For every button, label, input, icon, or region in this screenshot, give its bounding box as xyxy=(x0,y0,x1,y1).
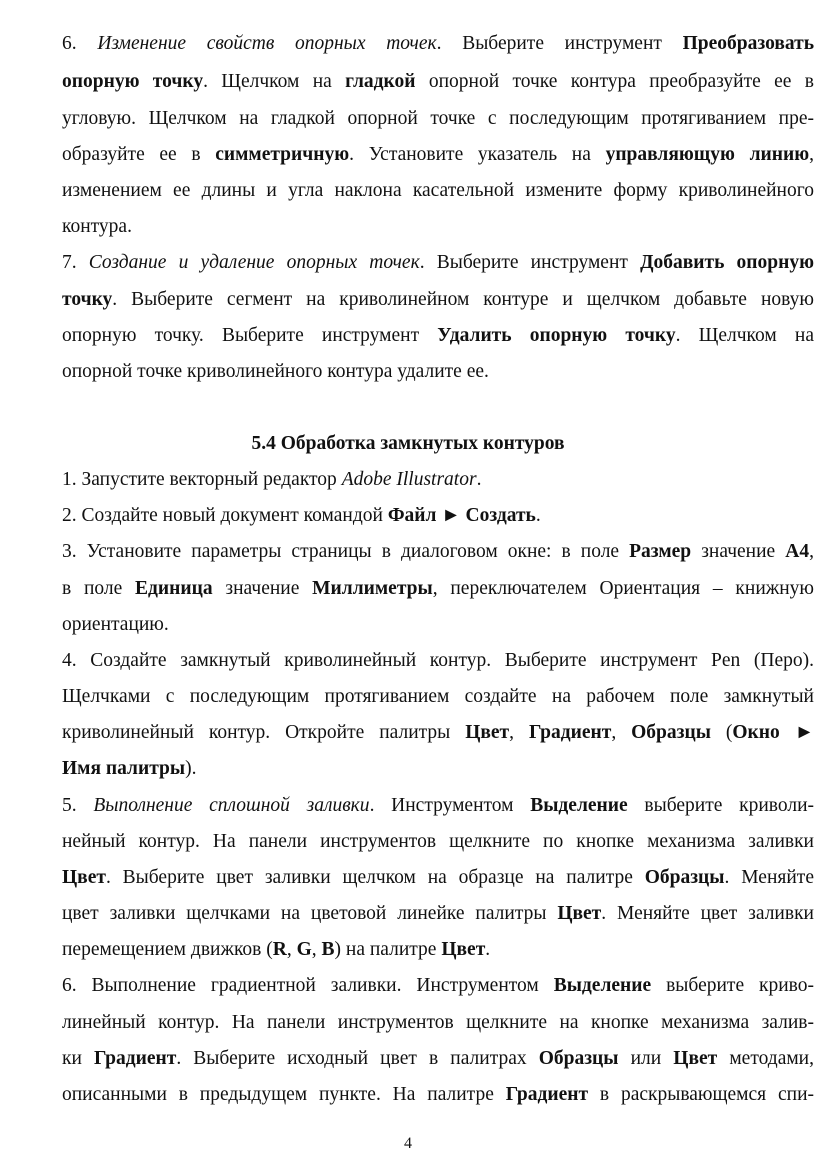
italic-term: Выполнение сплошной заливки xyxy=(93,795,370,816)
text-line xyxy=(62,577,814,601)
text-span: перемещением движков ( xyxy=(62,939,273,960)
bold-term: симметричную xyxy=(215,144,350,165)
text-span: , xyxy=(611,722,632,743)
bold-term: G xyxy=(296,939,312,960)
bold-term: Миллиметры xyxy=(312,578,433,599)
text-span: линейный контур. На панели инструментов щелкните на кнопке механизма залив- xyxy=(62,1012,814,1033)
bold-term: Цвет xyxy=(441,939,486,960)
italic-term: Создание и удаление опорных точек xyxy=(88,252,420,273)
bold-term: Имя палитры xyxy=(62,758,186,779)
text-span: , xyxy=(311,939,322,960)
text-span: выберите криволи- xyxy=(627,795,814,816)
text-span: описанными в предыдущем пункте. На палитре xyxy=(62,1084,506,1105)
text-span: . Меняйте цвет заливки xyxy=(601,903,814,924)
bold-term: Цвет xyxy=(465,722,510,743)
text-span: . xyxy=(535,505,541,526)
text-span: 2. Создайте новый документ командой xyxy=(62,505,388,526)
text-line xyxy=(62,540,814,564)
text-line xyxy=(62,974,814,998)
text-span: 6. xyxy=(62,33,98,54)
text-span: цвет заливки щелчками на цветовой линейке палитры xyxy=(62,903,558,924)
text-span: . Выберите исходный цвет в палитрах xyxy=(176,1048,539,1069)
bold-term: Удалить опорную точку xyxy=(437,325,676,346)
bold-term: Выделение xyxy=(530,795,628,816)
text-line xyxy=(62,1083,814,1107)
text-span: 6. Выполнение градиентной заливки. Инструментом xyxy=(62,975,554,996)
text-line xyxy=(62,107,814,131)
italic-term: Adobe Illustrator xyxy=(341,469,477,490)
text-span: образуйте ее в xyxy=(62,144,216,165)
bold-term: Добавить опорную xyxy=(640,252,814,273)
text-span: Щелчками с последующим протягиванием создайте на рабочем поле замкнутый xyxy=(62,686,814,707)
text-span: . xyxy=(476,469,482,490)
text-span: . xyxy=(485,939,491,960)
text-span: криволинейный контур. Откройте палитры xyxy=(62,722,466,743)
text-span: значение xyxy=(691,541,786,562)
text-span: методами, xyxy=(717,1048,814,1069)
text-span: нейный контур. На панели инструментов щелкните по кнопке механизма заливки xyxy=(62,831,814,852)
text-line xyxy=(62,215,814,239)
bold-term: Цвет xyxy=(557,903,602,924)
text-span: 4. Создайте замкнутый криволинейный контур. Выберите инструмент Pen (Перо). xyxy=(62,650,814,671)
text-span: 7. xyxy=(62,252,89,273)
text-span: ) на палитре xyxy=(334,939,442,960)
text-line xyxy=(62,938,814,962)
text-span: в поле xyxy=(62,578,136,599)
text-line xyxy=(62,360,814,384)
text-span: 3. Установите параметры страницы в диалоговом окне: в поле xyxy=(62,541,630,562)
text-span: угловую. Щелчком на гладкой опорной точке с последующим протягиванием пре- xyxy=(62,108,814,129)
bold-term: Градиент xyxy=(505,1084,589,1105)
text-span: опорной точке контура преобразуйте ее в xyxy=(415,71,814,92)
text-span: . Щелчком на xyxy=(675,325,814,346)
text-line xyxy=(62,504,814,528)
text-span: . Выберите инструмент xyxy=(419,252,641,273)
text-line xyxy=(62,468,814,492)
text-line xyxy=(62,721,814,745)
text-span: . Установите указатель на xyxy=(349,144,606,165)
text-span: опорной точке криволинейного контура удалите ее. xyxy=(62,361,489,382)
text-line xyxy=(62,685,814,709)
text-span: контура. xyxy=(62,216,132,237)
text-line xyxy=(62,794,814,818)
bold-term: Единица xyxy=(135,578,213,599)
text-line xyxy=(62,70,814,94)
text-span: выберите криво- xyxy=(651,975,814,996)
text-line xyxy=(62,1047,814,1071)
text-span: ориентацию. xyxy=(62,614,169,635)
text-span: 1. Запустите векторный редактор xyxy=(62,469,342,490)
bold-term: 5.4 Обработка замкнутых контуров xyxy=(251,433,565,454)
italic-term: Изменение свойств опорных точек xyxy=(97,33,437,54)
text-span: . Щелчком на xyxy=(203,71,346,92)
bold-term: Выделение xyxy=(553,975,652,996)
text-line xyxy=(62,757,814,781)
text-span: изменением ее длины и угла наклона касательной измените форму криволинейного xyxy=(62,180,814,201)
bold-term: Градиент xyxy=(94,1048,177,1069)
text-line xyxy=(62,32,814,56)
bold-term: Цвет xyxy=(673,1048,718,1069)
text-span: ). xyxy=(185,758,197,779)
bold-term: точку xyxy=(62,289,113,310)
text-span: . Выберите инструмент xyxy=(436,33,683,54)
bold-term: Окно ► xyxy=(732,722,814,743)
text-span: в раскрывающемся спи- xyxy=(588,1084,814,1105)
text-span: , xyxy=(809,144,814,165)
text-line xyxy=(62,179,814,203)
text-line xyxy=(62,143,814,167)
text-span: значение xyxy=(212,578,313,599)
text-span: , xyxy=(286,939,297,960)
bold-term: опорную точку xyxy=(62,71,204,92)
text-line xyxy=(62,251,814,275)
section-heading xyxy=(0,432,816,456)
text-span: , xyxy=(809,541,814,562)
text-span: опорную точку. Выберите инструмент xyxy=(62,325,438,346)
text-line xyxy=(62,649,814,673)
text-span: , xyxy=(509,722,529,743)
page-number: 4 xyxy=(404,1135,412,1152)
bold-term: А4 xyxy=(785,541,810,562)
text-span: 5. xyxy=(62,795,94,816)
text-line xyxy=(62,902,814,926)
bold-term: Файл ► Создать xyxy=(387,505,536,526)
bold-term: Образцы xyxy=(644,867,725,888)
bold-term: Цвет xyxy=(62,867,106,888)
text-span: . Выберите сегмент на криволинейном контуре и щелчком добавьте новую xyxy=(112,289,814,310)
text-line xyxy=(62,866,814,890)
bold-term: Преобразовать xyxy=(682,33,814,54)
text-span: ( xyxy=(710,722,733,743)
text-line xyxy=(62,324,814,348)
text-span: . Меняйте xyxy=(724,867,814,888)
text-span: или xyxy=(618,1048,674,1069)
text-span: . Выберите цвет заливки щелчком на образце на палитре xyxy=(105,867,645,888)
text-span: . Инструментом xyxy=(369,795,531,816)
text-line xyxy=(62,613,814,637)
bold-term: управляющую линию xyxy=(605,144,810,165)
text-line xyxy=(62,288,814,312)
text-line xyxy=(62,1011,814,1035)
bold-term: B xyxy=(321,939,335,960)
text-span: , переключателем Ориентация – книжную xyxy=(432,578,814,599)
text-line xyxy=(62,830,814,854)
bold-term: гладкой xyxy=(345,71,416,92)
text-span: ки xyxy=(62,1048,94,1069)
bold-term: Образцы xyxy=(538,1048,619,1069)
bold-term: Размер xyxy=(629,541,692,562)
bold-term: R xyxy=(272,939,287,960)
bold-term: Образцы xyxy=(631,722,711,743)
bold-term: Градиент xyxy=(528,722,612,743)
